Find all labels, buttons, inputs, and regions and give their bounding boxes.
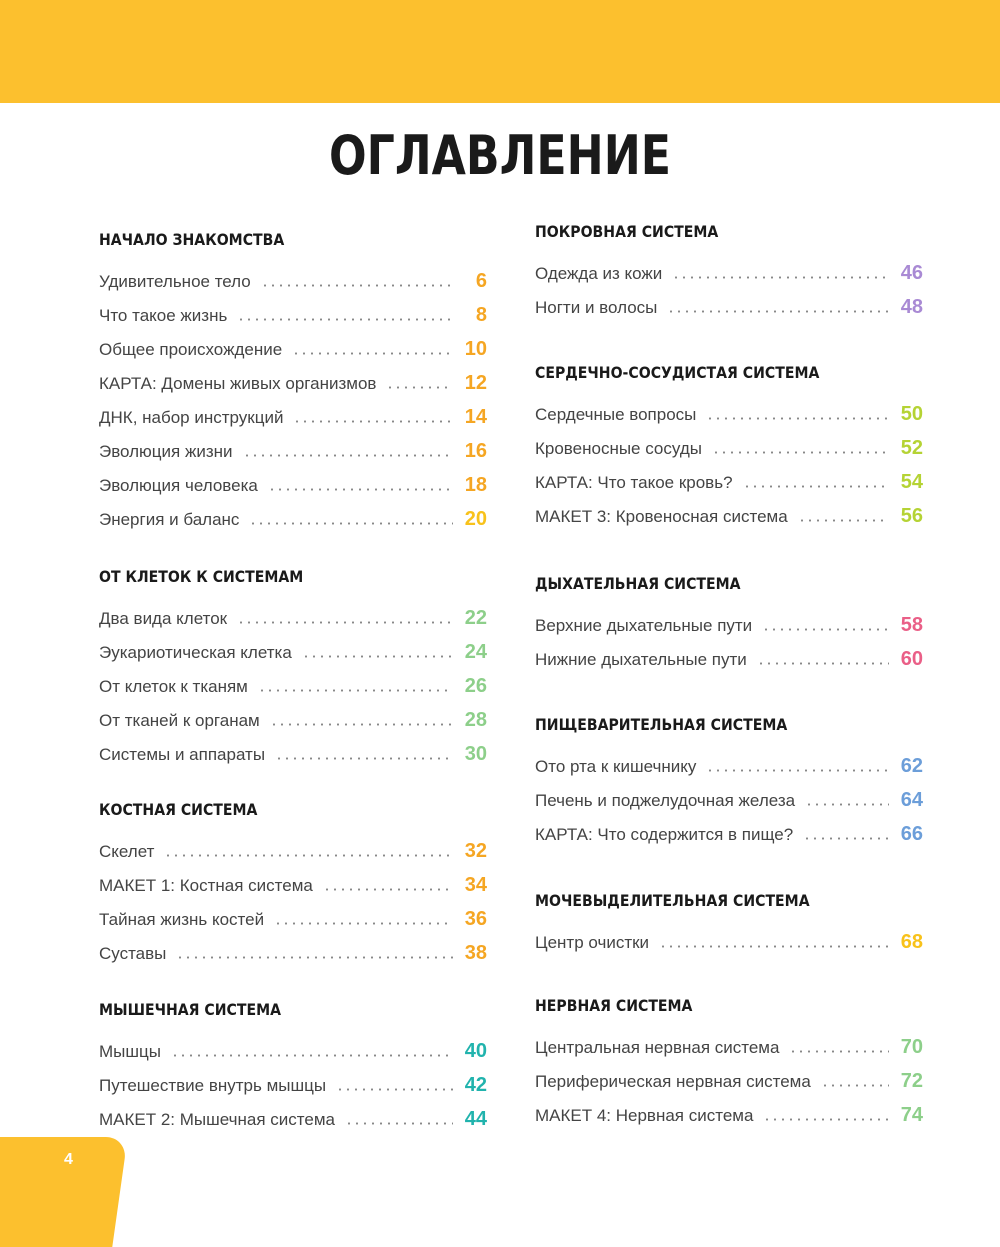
entry-page-number: 50 [900, 403, 923, 425]
entry-page-number: 52 [900, 437, 923, 459]
toc-entry[interactable] [535, 397, 923, 431]
dot-leader [293, 420, 453, 423]
toc-entry[interactable] [535, 290, 923, 324]
entry-page-number: 40 [464, 1040, 487, 1062]
section-title: СЕРДЕЧНО-СОСУДИСТАЯ СИСТЕМА [535, 363, 820, 382]
dot-leader [261, 284, 453, 287]
dot-leader [706, 769, 889, 772]
dot-leader [345, 1122, 453, 1125]
toc-entry[interactable] [99, 1068, 487, 1102]
entry-label: Нижние дыхательные пути [535, 650, 747, 669]
section-title: НАЧАЛО ЗНАКОМСТВА [99, 230, 285, 249]
dot-leader [743, 485, 889, 488]
toc-entry[interactable] [535, 817, 923, 851]
entry-page-number: 74 [900, 1104, 923, 1126]
toc-entry[interactable] [535, 783, 923, 817]
toc-section [535, 713, 923, 851]
entry-label: Ото рта к кишечнику [535, 757, 697, 776]
entry-page-number: 48 [900, 296, 923, 318]
toc-entry[interactable] [99, 434, 487, 468]
dot-leader [672, 276, 889, 279]
entry-label: МАКЕТ 2: Мышечная система [99, 1110, 335, 1129]
toc-section [99, 228, 487, 536]
entry-page-number: 64 [900, 789, 923, 811]
dot-leader [659, 945, 889, 948]
entry-page-number: 38 [464, 942, 487, 964]
dot-leader [274, 922, 453, 925]
entry-label: Скелет [99, 842, 155, 861]
toc-entry[interactable] [535, 1030, 923, 1064]
section-title: ОТ КЛЕТОК К СИСТЕМАМ [99, 567, 304, 586]
toc-entry[interactable] [535, 925, 923, 959]
entry-page-number: 32 [464, 840, 487, 862]
toc-entry[interactable] [99, 902, 487, 936]
entry-label: Эукариотическая клетка [99, 643, 292, 662]
toc-entry[interactable] [99, 264, 487, 298]
entry-page-number: 56 [900, 505, 923, 527]
dot-leader [667, 310, 889, 313]
entry-label: Печень и поджелудочная железа [535, 791, 796, 810]
entry-label: МАКЕТ 4: Нервная система [535, 1106, 754, 1125]
dot-leader [706, 417, 889, 420]
dot-leader [258, 689, 453, 692]
toc-section [535, 361, 923, 533]
entry-label: Удивительное тело [99, 272, 251, 291]
toc-entry[interactable] [99, 298, 487, 332]
toc-entry[interactable] [99, 332, 487, 366]
dot-leader [243, 454, 453, 457]
entry-label: ДНК, набор инструкций [99, 408, 284, 427]
entry-page-number: 30 [464, 743, 487, 765]
section-title: ПОКРОВНАЯ СИСТЕМА [535, 222, 719, 241]
toc-entry[interactable] [99, 601, 487, 635]
dot-leader [323, 888, 453, 891]
dot-leader [336, 1088, 453, 1091]
entry-page-number: 70 [900, 1036, 923, 1058]
entry-label: Сердечные вопросы [535, 405, 697, 424]
entry-page-number: 44 [464, 1108, 487, 1130]
dot-leader [821, 1084, 889, 1087]
dot-leader [789, 1050, 889, 1053]
entry-label: Центральная нервная система [535, 1038, 780, 1057]
dot-leader [798, 519, 889, 522]
entry-page-number: 28 [464, 709, 487, 731]
dot-leader [386, 386, 453, 389]
dot-leader [762, 628, 889, 631]
section-title: МОЧЕВЫДЕЛИТЕЛЬНАЯ СИСТЕМА [535, 891, 810, 910]
dot-leader [268, 488, 453, 491]
entry-page-number: 68 [900, 931, 923, 953]
page-number: 4 [64, 1151, 73, 1168]
dot-leader [237, 318, 453, 321]
entry-label: Одежда из кожи [535, 264, 663, 283]
entry-label: Эволюция жизни [99, 442, 233, 461]
dot-leader [270, 723, 453, 726]
entry-page-number: 6 [475, 270, 487, 292]
entry-page-number: 14 [464, 406, 487, 428]
entry-label: Кровеносные сосуды [535, 439, 702, 458]
section-title: ДЫХАТЕЛЬНАЯ СИСТЕМА [535, 574, 741, 593]
dot-leader [763, 1118, 889, 1121]
section-title: ПИЩЕВАРИТЕЛЬНАЯ СИСТЕМА [535, 715, 788, 734]
toc-entry[interactable] [535, 608, 923, 642]
entry-page-number: 36 [464, 908, 487, 930]
entry-label: Мышцы [99, 1042, 161, 1061]
entry-page-number: 20 [464, 508, 487, 530]
entry-label: Эволюция человека [99, 476, 258, 495]
entry-page-number: 60 [900, 648, 923, 670]
dot-leader [275, 757, 453, 760]
entry-label: Общее происхождение [99, 340, 283, 359]
toc-entry[interactable] [99, 669, 487, 703]
dot-leader [176, 956, 453, 959]
entry-label: Что такое жизнь [99, 306, 228, 325]
entry-page-number: 34 [464, 874, 487, 896]
entry-label: МАКЕТ 1: Костная система [99, 876, 313, 895]
top-color-band [0, 0, 1000, 103]
dot-leader [249, 522, 453, 525]
entry-label: Периферическая нервная система [535, 1072, 811, 1091]
entry-page-number: 24 [464, 641, 487, 663]
toc-entry[interactable] [99, 468, 487, 502]
entry-page-number: 8 [475, 304, 487, 326]
toc-entry[interactable] [99, 737, 487, 771]
entry-label: МАКЕТ 3: Кровеносная система [535, 507, 788, 526]
entry-page-number: 46 [900, 262, 923, 284]
dot-leader [803, 837, 889, 840]
dot-leader [805, 803, 889, 806]
toc-entry[interactable] [535, 749, 923, 783]
toc-entry[interactable] [535, 256, 923, 290]
toc-section [99, 998, 487, 1136]
toc-entry[interactable] [535, 1064, 923, 1098]
entry-page-number: 58 [900, 614, 923, 636]
toc-entry[interactable] [99, 635, 487, 669]
dot-leader [171, 1054, 453, 1057]
toc-section [535, 994, 923, 1132]
dot-leader [302, 655, 453, 658]
page-title: ОГЛАВЛЕНИЕ [328, 124, 672, 187]
toc-section [99, 565, 487, 771]
entry-label: Центр очистки [535, 933, 650, 952]
toc-entry[interactable] [99, 834, 487, 868]
entry-label: Два вида клеток [99, 609, 228, 628]
entry-page-number: 18 [464, 474, 487, 496]
entry-label: От клеток к тканям [99, 677, 248, 696]
toc-entry[interactable] [535, 499, 923, 533]
entry-page-number: 10 [464, 338, 487, 360]
toc-entry[interactable] [99, 1102, 487, 1136]
section-title: КОСТНАЯ СИСТЕМА [99, 800, 258, 819]
entry-label: КАРТА: Домены живых организмов [99, 374, 377, 393]
dot-leader [292, 352, 453, 355]
dot-leader [712, 451, 889, 454]
entry-page-number: 72 [900, 1070, 923, 1092]
entry-label: От тканей к органам [99, 711, 260, 730]
entry-label: Системы и аппараты [99, 745, 266, 764]
toc-entry[interactable] [99, 1034, 487, 1068]
entry-page-number: 12 [464, 372, 487, 394]
entry-page-number: 42 [464, 1074, 487, 1096]
toc-entry[interactable] [535, 465, 923, 499]
entry-label: КАРТА: Что содержится в пище? [535, 825, 794, 844]
entry-page-number: 54 [900, 471, 923, 493]
entry-label: Ногти и волосы [535, 298, 658, 317]
toc-entry[interactable] [99, 703, 487, 737]
toc-entry[interactable] [99, 936, 487, 970]
toc-entry[interactable] [535, 431, 923, 465]
entry-label: Суставы [99, 944, 167, 963]
entry-page-number: 22 [464, 607, 487, 629]
entry-page-number: 62 [900, 755, 923, 777]
dot-leader [237, 621, 453, 624]
entry-label: Путешествие внутрь мышцы [99, 1076, 327, 1095]
toc-section [535, 220, 923, 324]
toc-section [535, 889, 923, 959]
toc-section [99, 798, 487, 970]
toc-entry[interactable] [535, 642, 923, 676]
section-title: НЕРВНАЯ СИСТЕМА [535, 996, 693, 1015]
entry-label: Энергия и баланс [99, 510, 240, 529]
entry-page-number: 26 [464, 675, 487, 697]
entry-page-number: 16 [464, 440, 487, 462]
toc-entry[interactable] [535, 1098, 923, 1132]
toc-entry[interactable] [99, 868, 487, 902]
dot-leader [757, 662, 889, 665]
toc-entry[interactable] [99, 400, 487, 434]
entry-label: КАРТА: Что такое кровь? [535, 473, 733, 492]
entry-label: Тайная жизнь костей [99, 910, 265, 929]
toc-entry[interactable] [99, 366, 487, 400]
entry-label: Верхние дыхательные пути [535, 616, 753, 635]
entry-page-number: 66 [900, 823, 923, 845]
dot-leader [164, 854, 453, 857]
toc-section [535, 572, 923, 676]
section-title: МЫШЕЧНАЯ СИСТЕМА [99, 1000, 281, 1019]
toc-entry[interactable] [99, 502, 487, 536]
